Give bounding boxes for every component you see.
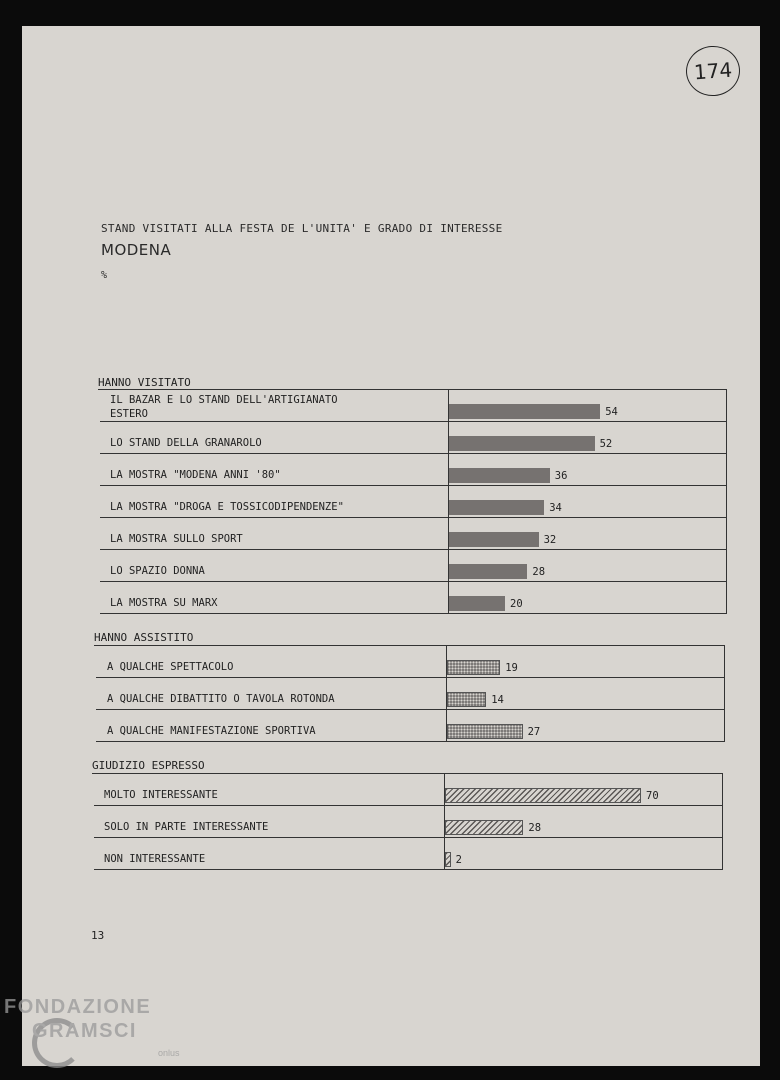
bar — [449, 596, 505, 611]
bar — [449, 468, 550, 483]
value-label: 36 — [554, 470, 568, 482]
section-heading: HANNO ASSISTITO — [94, 631, 194, 644]
value-label: 27 — [527, 726, 541, 738]
section-underline — [92, 773, 444, 774]
value-label: 19 — [505, 662, 518, 674]
row-separator — [94, 837, 722, 838]
section-heading: HANNO VISITATO — [98, 376, 191, 389]
value-label: 20 — [510, 598, 523, 610]
bar — [447, 724, 523, 739]
category-label: A QUALCHE MANIFESTAZIONE SPORTIVA — [107, 725, 316, 737]
value-label: 32 — [543, 534, 557, 546]
box-top-border — [446, 645, 724, 646]
section-heading: GIUDIZIO ESPRESSO — [92, 759, 205, 772]
category-label: LO STAND DELLA GRANAROLO — [110, 437, 262, 449]
category-label: ESTERO — [110, 408, 148, 420]
category-label: A QUALCHE SPETTACOLO — [107, 661, 234, 673]
bar — [447, 660, 500, 675]
row-separator — [100, 517, 726, 518]
chart-subtitle: MODENA — [101, 241, 172, 259]
bar — [449, 532, 539, 547]
value-label: 14 — [491, 694, 504, 706]
chart-title: STAND VISITATI ALLA FESTA DE L'UNITA' E GRADO DI INTERESSE — [101, 222, 503, 235]
category-label: MOLTO INTERESSANTE — [104, 789, 218, 801]
bar — [445, 820, 523, 835]
footer-page-number: 13 — [91, 929, 105, 942]
bar — [447, 692, 486, 707]
row-separator — [100, 549, 726, 550]
row-separator — [100, 453, 726, 454]
fondazione-gramsci-watermark — [4, 996, 180, 1058]
section-underline — [94, 645, 446, 646]
unit-label: % — [101, 270, 108, 281]
bar — [449, 500, 544, 515]
box-right-border — [722, 773, 723, 870]
value-label: 28 — [532, 566, 546, 578]
bar — [449, 404, 600, 419]
document-page — [22, 26, 760, 1066]
value-label: 28 — [528, 822, 542, 834]
category-label: LA MOSTRA "MODENA ANNI '80" — [110, 469, 281, 481]
bar — [449, 564, 527, 579]
category-label: SOLO IN PARTE INTERESSANTE — [104, 821, 269, 833]
bar — [449, 436, 595, 451]
value-label: 34 — [549, 502, 562, 514]
section-underline — [98, 389, 448, 390]
row-separator — [100, 485, 726, 486]
bar — [445, 852, 451, 867]
value-label: 52 — [599, 438, 613, 450]
row-separator — [94, 869, 722, 870]
row-separator — [100, 613, 726, 614]
row-separator — [96, 741, 724, 742]
box-top-border — [448, 389, 726, 390]
row-separator — [96, 677, 724, 678]
watermark-line1: FONDAZIONE — [4, 996, 152, 1018]
bar — [445, 788, 641, 803]
watermark-line3: onlus — [158, 1048, 180, 1058]
box-right-border — [726, 389, 727, 614]
box-right-border — [724, 645, 725, 742]
box-top-border — [444, 773, 722, 774]
row-separator — [100, 581, 726, 582]
handwritten-page-number: 174 — [684, 44, 741, 98]
category-label: A QUALCHE DIBATTITO O TAVOLA ROTONDA — [107, 693, 335, 705]
category-label: NON INTERESSANTE — [104, 853, 206, 865]
category-label: LA MOSTRA SULLO SPORT — [110, 533, 243, 545]
row-separator — [100, 421, 726, 422]
value-label: 2 — [455, 854, 462, 866]
category-label: LA MOSTRA SU MARX — [110, 597, 218, 609]
category-label: IL BAZAR E LO STAND DELL'ARTIGIANATO — [110, 394, 338, 406]
watermark-line2: GRAMSCI — [32, 1020, 137, 1042]
category-label: LA MOSTRA "DROGA E TOSSICODIPENDENZE" — [110, 501, 344, 513]
category-label: LO SPAZIO DONNA — [110, 565, 205, 577]
value-label: 54 — [605, 406, 618, 418]
row-separator — [96, 709, 724, 710]
value-label: 70 — [646, 790, 659, 802]
row-separator — [94, 805, 722, 806]
